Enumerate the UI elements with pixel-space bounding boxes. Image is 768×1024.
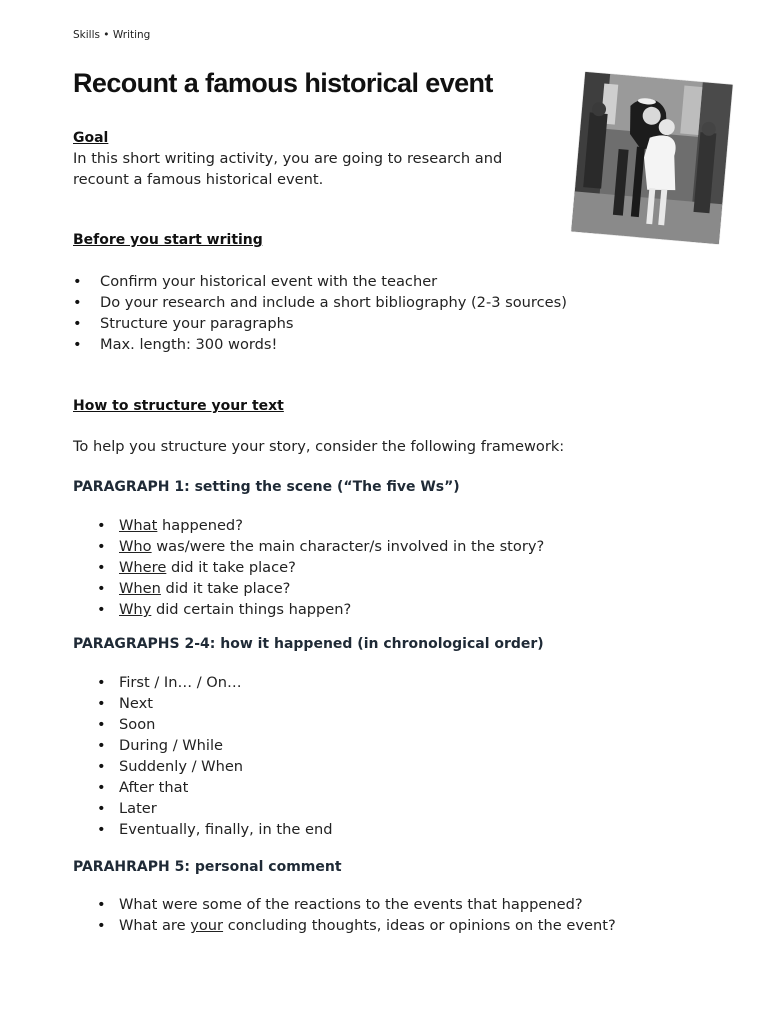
historical-photo [571, 72, 732, 244]
list-item [97, 599, 544, 620]
structure-intro: To help you structure your story, consider the following framework: [73, 438, 565, 455]
list-item: • First / In… / On… [97, 672, 332, 693]
w-question: did it take place? [166, 559, 296, 576]
w-question: happened? [157, 517, 243, 534]
list-item: • During / While [97, 735, 332, 756]
list-item [97, 557, 544, 578]
list-item: • Next [97, 693, 332, 714]
five-ws-list [97, 515, 544, 620]
w-word: Where [119, 559, 167, 576]
list-item [97, 915, 616, 936]
before-heading: Before you start writing [73, 232, 263, 248]
w-word: Why [119, 601, 152, 618]
list-item: • Suddenly / When [97, 756, 332, 777]
list-item [97, 578, 544, 599]
w-word: When [119, 580, 161, 597]
breadcrumb: Skills • Writing [73, 29, 151, 41]
list-item: • Eventually, finally, in the end [97, 819, 332, 840]
list-item: • Structure your paragraphs [73, 313, 567, 334]
structure-heading: How to structure your text [73, 398, 284, 414]
comment-list [97, 894, 616, 936]
emphasis-word: your [190, 917, 224, 934]
goal-text: In this short writing activity, you are going to research and recount a famous historical event. [73, 150, 503, 188]
list-item: • Do your research and include a short bibliography (2-3 sources) [73, 292, 567, 313]
list-item [97, 515, 544, 536]
question-end: concluding thoughts, ideas or opinions on the event? [223, 917, 616, 934]
goal-heading: Goal [73, 130, 109, 146]
list-item: • Soon [97, 714, 332, 735]
historical-photo-icon [571, 72, 732, 244]
paragraph-5-heading: PARAHRAPH 5: personal comment [73, 859, 342, 875]
paragraph-1-heading: PARAGRAPH 1: setting the scene (“The five Ws”) [73, 479, 460, 495]
w-question: was/were the main character/s involved in the story? [151, 538, 545, 555]
chronology-list [97, 672, 332, 840]
paragraphs-2-4-heading: PARAGRAPHS 2-4: how it happened (in chronological order) [73, 636, 544, 652]
w-word: What [119, 517, 158, 534]
list-item: • Confirm your historical event with the teacher [73, 271, 567, 292]
list-item: • Later [97, 798, 332, 819]
page-title: Recount a famous historical event [73, 68, 493, 98]
list-item: • After that [97, 777, 332, 798]
list-item: • What were some of the reactions to the events that happened? [97, 894, 616, 915]
list-item: • Max. length: 300 words! [73, 334, 567, 355]
list-item [97, 536, 544, 557]
before-list [73, 271, 567, 355]
w-question: did certain things happen? [151, 601, 352, 618]
question-start: What are [119, 917, 191, 934]
w-word: Who [119, 538, 152, 555]
w-question: did it take place? [160, 580, 291, 597]
